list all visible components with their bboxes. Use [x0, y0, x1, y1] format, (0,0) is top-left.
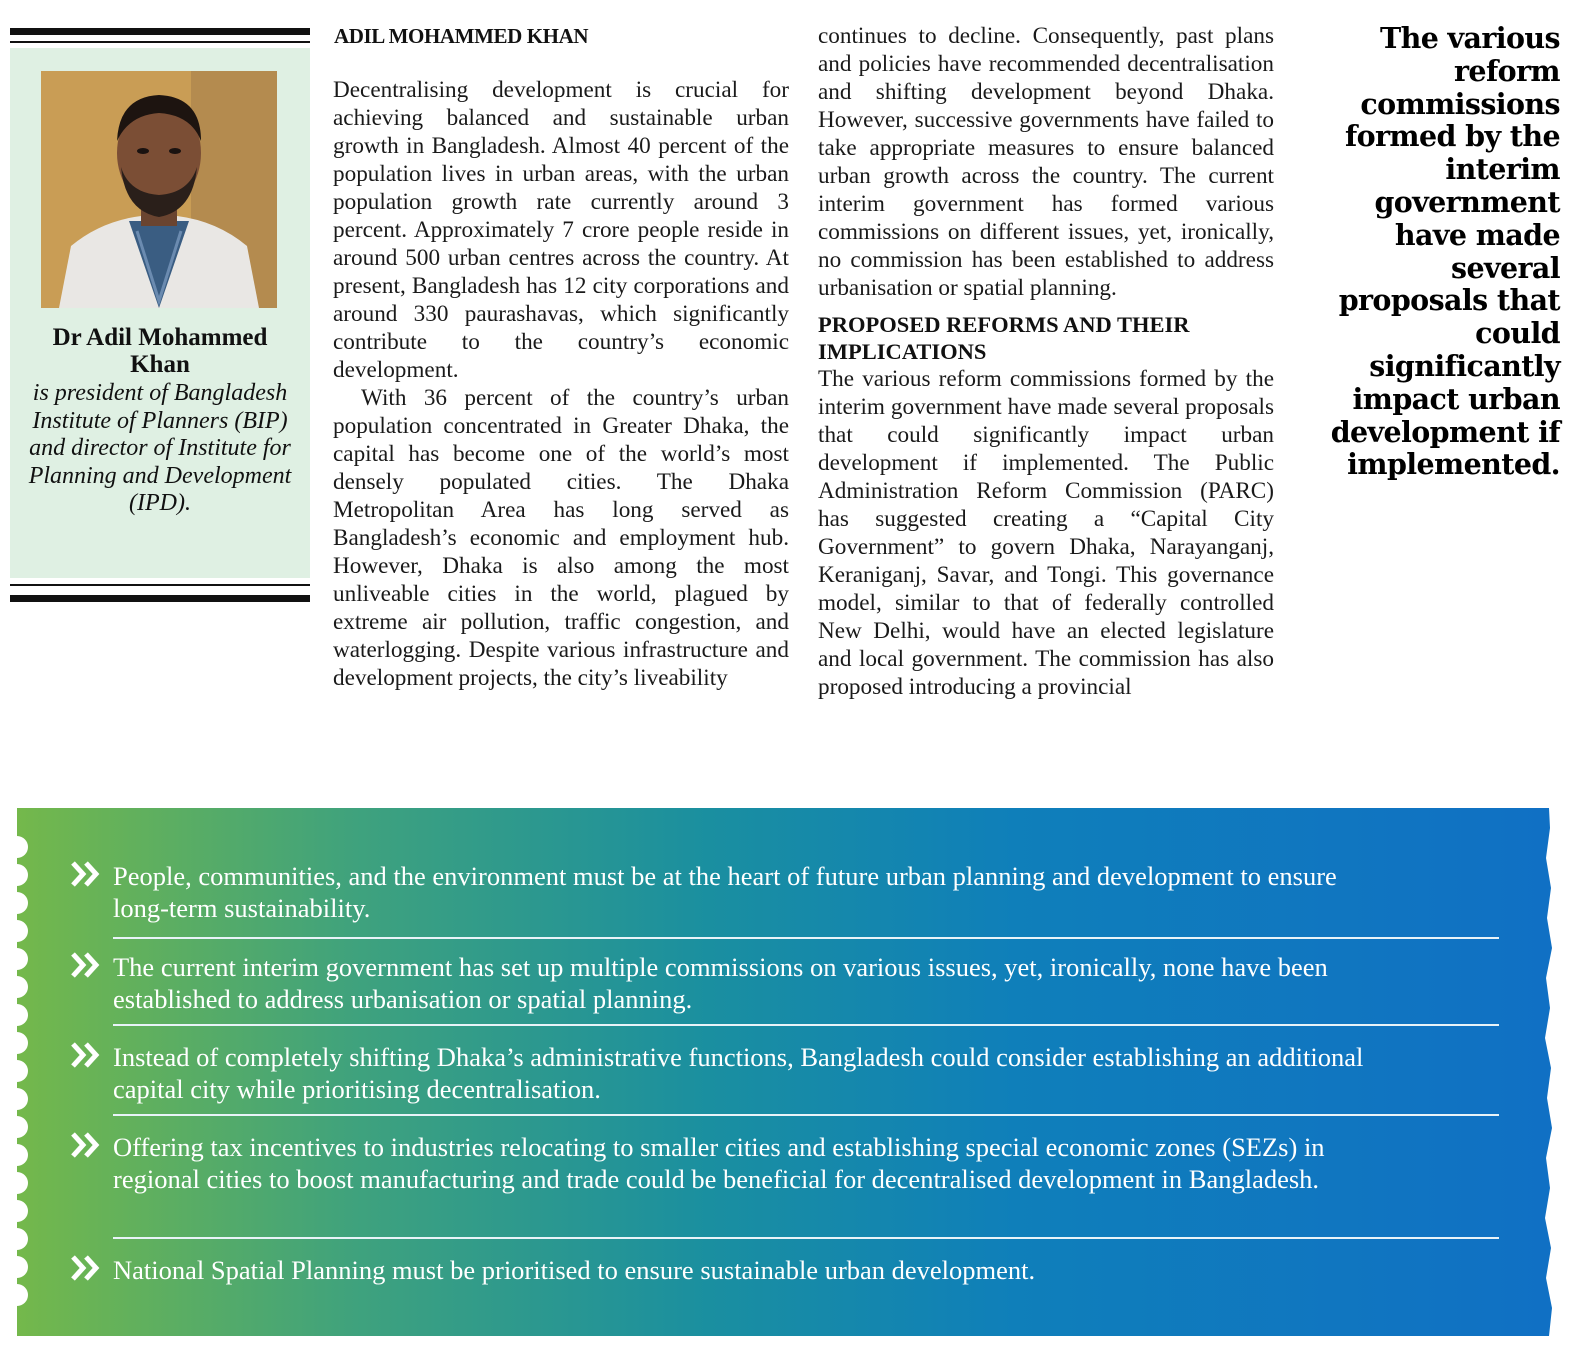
notch-decoration	[6, 1004, 28, 1026]
paragraph: The various reform commissions formed by the interim government have made several proposals that could significantly impact urban development if implemented. The Public Administration Reform Commission (PARC) has suggested creating a “Capital City Government” to govern Dhaka, Narayanganj, Keraniganj, Savar, and Tongi. This governance model, similar to that of federally controlled New Delhi, would have an elected legislature and local government. The commission has also proposed introducing a provincial	[818, 366, 1274, 700]
torn-edge-decoration	[1540, 808, 1554, 1336]
notch-decoration	[6, 1144, 28, 1166]
notch-decoration	[6, 948, 28, 970]
notch-decoration	[6, 892, 28, 914]
notch-decoration	[6, 1032, 28, 1054]
bottom-rule-thick	[10, 595, 310, 602]
notch-decoration	[6, 976, 28, 998]
notch-decoration	[6, 1256, 28, 1278]
double-chevron-right-icon	[71, 1254, 101, 1282]
bottom-rule-thin	[10, 584, 310, 586]
highlight-divider	[113, 1024, 1499, 1026]
highlights-box	[17, 808, 1553, 1336]
paragraph: Decentralising development is crucial for achieving balanced and sustainable urban growth in Bangladesh. Almost 40 percent of the population lives in urban areas, with the urban population growth rate currently around 3 percent. Approximately 7 crore people reside in around 500 urban centres across the country. At present, Bangladesh has 12 city corporations and around 330 paurashavas, which significantly contribute to the country’s economic development.	[333, 77, 789, 383]
highlight-divider	[113, 1114, 1499, 1116]
article-column-1	[333, 76, 789, 692]
article-column-2	[818, 22, 1274, 701]
highlight-divider	[113, 1237, 1499, 1239]
highlight-text: The current interim government has set up multiple commissions on various issues, yet, ironically, none have been established to address urbanisation or spatial planning.	[113, 952, 1328, 1014]
notch-decoration	[6, 1060, 28, 1082]
notch-decoration	[6, 864, 28, 886]
notch-decoration	[6, 1088, 28, 1110]
highlight-text: Instead of completely shifting Dhaka’s administrative functions, Bangladesh could consider establishing an additional capital city while prioritising decentralisation.	[113, 1042, 1364, 1104]
author-card	[10, 28, 310, 606]
notch-decoration	[6, 836, 28, 858]
author-portrait-illustration	[41, 71, 277, 308]
top-rule-thin	[10, 41, 310, 43]
highlight-text: National Spatial Planning must be prioritised to ensure sustainable urban development.	[113, 1255, 1036, 1285]
pull-quote: The various reform commissions formed by the interim government have made several proposals that could significantly impact urban development if implemented.	[1330, 21, 1560, 482]
notch-decoration	[6, 920, 28, 942]
author-bio: is president of Bangladesh Institute of Planners (BIP) and director of Institute for Planning and Development (IPD).	[28, 380, 292, 516]
author-portrait	[41, 71, 277, 308]
double-chevron-right-icon	[71, 1131, 101, 1159]
section-subhead: PROPOSED REFORMS AND THEIR IMPLICATIONS	[818, 312, 1190, 364]
highlight-text: Offering tax incentives to industries relocating to smaller cities and establishing special economic zones (SEZs) in regional cities to boost manufacturing and trade could be beneficial for decentralised development in Bangladesh.	[113, 1132, 1325, 1194]
notch-decoration	[6, 1228, 28, 1250]
double-chevron-right-icon	[71, 951, 101, 979]
notch-decoration	[6, 1172, 28, 1194]
highlight-text: People, communities, and the environment must be at the heart of future urban planning and development to ensure long-term sustainability.	[113, 861, 1337, 923]
author-name: Dr Adil Mohammed Khan	[52, 324, 268, 378]
notch-decoration	[6, 1116, 28, 1138]
paragraph: continues to decline. Consequently, past plans and policies have recommended decentralisation and shifting development beyond Dhaka. However, successive governments have failed to take appropriate measures to ensure balanced urban growth across the country. The current interim government has formed various commissions on different issues, yet, ironically, no commission has been established to address urbanisation or spatial planning.	[818, 23, 1274, 301]
double-chevron-right-icon	[71, 1041, 101, 1069]
notch-decoration	[6, 1200, 28, 1222]
byline: ADIL MOHAMMED KHAN	[334, 24, 589, 48]
notch-decoration	[6, 1284, 28, 1306]
highlight-divider	[113, 937, 1499, 939]
double-chevron-right-icon	[71, 860, 101, 888]
top-rule-thick	[10, 28, 310, 35]
paragraph: With 36 percent of the country’s urban population concentrated in Greater Dhaka, the capital has become one of the world’s most densely populated cities. The Dhaka Metropolitan Area has long served as Bangladesh’s economic and employment hub. However, Dhaka is also among the most unliveable cities in the world, plagued by extreme air pollution, traffic congestion, and waterlogging. Despite various infrastructure and development projects, the city’s liveability	[333, 385, 789, 691]
